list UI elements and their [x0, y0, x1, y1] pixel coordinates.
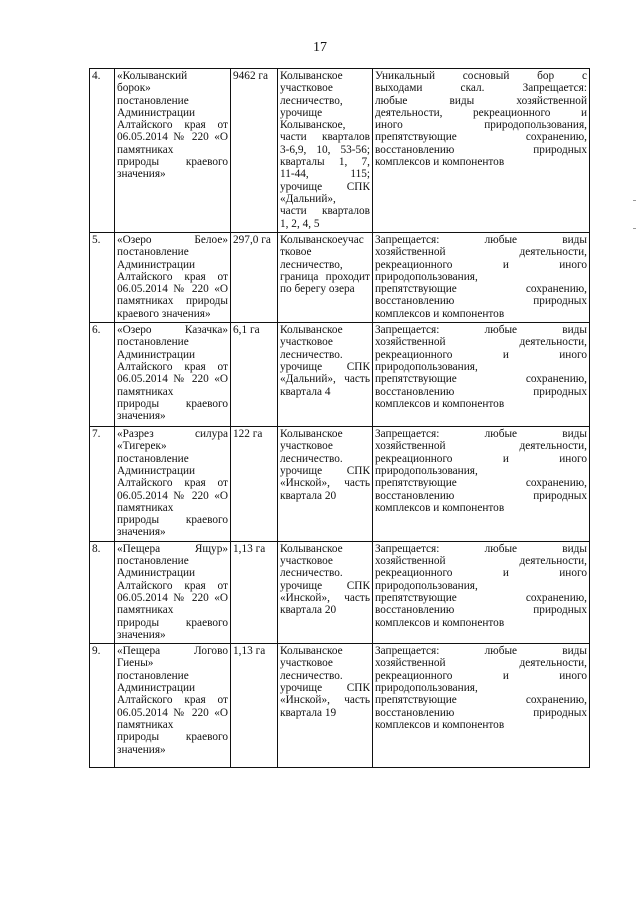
location-cell-line: Колыванское [280, 428, 343, 441]
location-cell-line: Колыванскоеучас [280, 234, 364, 246]
name-cell-line: значения» [117, 526, 166, 539]
location-cell-line: урочище СПК [280, 464, 370, 477]
regime-cell [373, 427, 590, 542]
name-cell [115, 323, 231, 427]
location-cell-line: участковое [280, 82, 333, 95]
location-cell-line: лесничество. [280, 452, 343, 465]
regime-cell-line: рекреационного и иного [375, 452, 587, 465]
location-cell-line: лесничество, [280, 258, 343, 271]
regime-cell [373, 323, 590, 427]
name-cell-line: природы краевого [117, 731, 228, 744]
location-cell-line: лесничество. [280, 348, 343, 361]
regime-cell-line: комплексов и компонентов [375, 307, 505, 320]
name-cell-line: постановление [117, 94, 189, 107]
name-cell-line: значения» [117, 743, 166, 756]
name-cell-line: 06.05.2014 № 220 «О [117, 489, 228, 502]
location-cell-line: квартала 19 [280, 706, 337, 719]
table-row [90, 541, 590, 643]
regime-cell-line: хозяйственной деятельности, [375, 440, 587, 453]
name-cell-line: «Пещера Логово [117, 645, 228, 658]
name-cell-line: памятниках [117, 385, 174, 398]
name-cell-line: 06.05.2014 № 220 «О [117, 706, 228, 719]
regime-cell-line: хозяйственной деятельности, [375, 657, 587, 670]
scan-mark [633, 228, 636, 229]
regime-cell-line: препятствующие сохранению, [375, 131, 587, 144]
location-cell-line: части кварталов [280, 205, 370, 218]
name-cell-line: Администрации [117, 258, 196, 271]
name-cell-line: «Тигерек» [117, 440, 167, 453]
name-cell-line: значения» [117, 168, 166, 181]
location-cell [278, 233, 373, 323]
row-number-cell: 7. [90, 427, 115, 542]
name-cell-line: «Пещера Ящур» [117, 542, 228, 555]
protected-areas-table [89, 68, 590, 768]
regime-cell-line: восстановлению природных [375, 706, 587, 719]
regime-cell-line: природопользования, [375, 579, 478, 592]
row-number-cell: 4. [90, 69, 115, 233]
regime-cell-line: рекреационного и иного [375, 669, 587, 682]
name-cell-line: «Разрез силура [117, 428, 228, 441]
name-cell-line: значения» [117, 628, 166, 641]
location-cell-line: квартала 4 [280, 385, 331, 398]
name-cell-line: «Озеро Казачка» [117, 324, 228, 337]
location-cell-line: Колыванское [280, 645, 343, 658]
regime-cell-line: комплексов и компонентов [375, 397, 505, 410]
regime-cell-line: Запрещается: любые виды [375, 234, 587, 246]
table-row [90, 644, 590, 768]
name-cell-line: памятниках природы [117, 295, 228, 308]
location-cell-line: урочище [280, 106, 323, 119]
name-cell-line: Алтайского края от [117, 270, 228, 283]
location-cell-line: граница проходит [280, 270, 370, 283]
location-cell-line: Колыванское, [280, 119, 346, 132]
location-cell-line: кварталы 1, 7, [280, 156, 370, 169]
name-cell-line: значения» [117, 410, 166, 423]
table-row [90, 427, 590, 542]
regime-cell-line: природопользования, [375, 270, 478, 283]
regime-cell-line: восстановлению природных [375, 604, 587, 617]
regime-cell-line: препятствующие сохранению, [375, 477, 587, 490]
row-number-cell: 5. [90, 233, 115, 323]
regime-cell-line: Запрещается: любые виды [375, 542, 587, 555]
name-cell-line: Администрации [117, 106, 196, 119]
regime-cell-line: рекреационного и иного [375, 567, 587, 580]
regime-cell-line: хозяйственной деятельности, [375, 246, 587, 259]
location-cell [278, 541, 373, 643]
location-cell-line: «Инской», часть [280, 694, 370, 707]
location-cell-line: участковое [280, 555, 333, 568]
regime-cell-line: препятствующие сохранению, [375, 694, 587, 707]
location-cell-line: 3-6,9, 10, 53-56; [280, 143, 370, 156]
location-cell-line: участковое [280, 657, 333, 670]
name-cell-line: постановление [117, 452, 189, 465]
regime-cell-line: выходами скал. Запрещается: [375, 82, 587, 95]
regime-cell-line: препятствующие сохранению, [375, 283, 587, 296]
location-cell-line: 11-44, 115; [280, 168, 370, 181]
location-cell-line: «Дальний», [280, 192, 336, 205]
name-cell-line: памятниках [117, 143, 174, 156]
name-cell [115, 233, 231, 323]
name-cell-line: 06.05.2014 № 220 «О [117, 283, 228, 296]
regime-cell [373, 233, 590, 323]
regime-cell-line: комплексов и компонентов [375, 616, 505, 629]
location-cell [278, 644, 373, 768]
regime-cell [373, 69, 590, 233]
location-cell-line: тковое [280, 246, 312, 259]
regime-cell-line: рекреационного и иного [375, 348, 587, 361]
table-row [90, 233, 590, 323]
regime-cell-line: иного природопользования, [375, 119, 587, 132]
regime-cell-line: комплексов и компонентов [375, 501, 505, 514]
regime-cell-line: восстановлению природных [375, 143, 587, 156]
regime-cell-line: препятствующие сохранению, [375, 591, 587, 604]
name-cell-line: природы краевого [117, 156, 228, 169]
area-cell: 6,1 га [231, 323, 278, 427]
regime-cell-line: Уникальный сосновый бор с [375, 70, 587, 82]
row-number-cell: 8. [90, 541, 115, 643]
regime-cell-line: хозяйственной деятельности, [375, 555, 587, 568]
area-cell: 9462 га [231, 69, 278, 233]
name-cell [115, 427, 231, 542]
scan-mark [633, 200, 636, 201]
name-cell-line: Администрации [117, 682, 196, 695]
name-cell-line: Алтайского края от [117, 579, 228, 592]
name-cell-line: постановление [117, 555, 189, 568]
regime-cell-line: препятствующие сохранению, [375, 373, 587, 386]
area-cell: 122 га [231, 427, 278, 542]
location-cell-line: Колыванское [280, 542, 343, 555]
regime-cell [373, 644, 590, 768]
location-cell-line: по берегу озера [280, 283, 355, 296]
name-cell-line: «Озеро Белое» [117, 234, 228, 246]
name-cell-line: Алтайского края от [117, 694, 228, 707]
regime-cell-line: любые виды хозяйственной [375, 94, 587, 107]
regime-cell-line: восстановлению природных [375, 385, 587, 398]
location-cell-line: урочище СПК [280, 360, 370, 373]
location-cell-line: урочище СПК [280, 579, 370, 592]
regime-cell-line: хозяйственной деятельности, [375, 336, 587, 349]
name-cell [115, 69, 231, 233]
name-cell-line: Администрации [117, 464, 196, 477]
name-cell-line: Администрации [117, 567, 196, 580]
name-cell-line: природы краевого [117, 397, 228, 410]
area-cell: 1,13 га [231, 644, 278, 768]
row-number-cell: 9. [90, 644, 115, 768]
area-cell: 1,13 га [231, 541, 278, 643]
table-row [90, 69, 590, 233]
name-cell-line: Алтайского края от [117, 360, 228, 373]
location-cell-line: Колыванское [280, 70, 343, 82]
name-cell-line: постановление [117, 669, 189, 682]
regime-cell-line: комплексов и компонентов [375, 156, 505, 169]
location-cell-line: 1, 2, 4, 5 [280, 217, 320, 230]
regime-cell-line: Запрещается: любые виды [375, 324, 587, 337]
location-cell [278, 323, 373, 427]
name-cell-line: Гиены» [117, 657, 154, 670]
name-cell-line: постановление [117, 336, 189, 349]
name-cell-line: 06.05.2014 № 220 «О [117, 131, 228, 144]
regime-cell [373, 541, 590, 643]
location-cell-line: лесничество. [280, 669, 343, 682]
name-cell [115, 644, 231, 768]
location-cell-line: квартала 20 [280, 489, 337, 502]
location-cell-line: «Инской», часть [280, 477, 370, 490]
regime-cell-line: восстановлению природных [375, 295, 587, 308]
location-cell-line: участковое [280, 336, 333, 349]
area-cell: 297,0 га [231, 233, 278, 323]
name-cell-line: краевого значения» [117, 307, 211, 320]
regime-cell-line: рекреационного и иного [375, 258, 587, 271]
location-cell-line: «Дальний», часть [280, 373, 370, 386]
name-cell-line: Алтайского края от [117, 477, 228, 490]
table-body [90, 69, 590, 768]
regime-cell-line: природопользования, [375, 360, 478, 373]
name-cell [115, 541, 231, 643]
location-cell-line: лесничество, [280, 94, 343, 107]
regime-cell-line: восстановлению природных [375, 489, 587, 502]
location-cell-line: части кварталов [280, 131, 370, 144]
name-cell-line: «Колыванский [117, 70, 188, 82]
regime-cell-line: комплексов и компонентов [375, 718, 505, 731]
location-cell [278, 69, 373, 233]
location-cell-line: урочище СПК [280, 682, 370, 695]
page-number: 17 [313, 40, 327, 55]
name-cell-line: 06.05.2014 № 220 «О [117, 591, 228, 604]
location-cell-line: урочище СПК [280, 180, 370, 193]
location-cell-line: «Инской», часть [280, 591, 370, 604]
regime-cell-line: Запрещается: любые виды [375, 428, 587, 441]
name-cell-line: борок» [117, 82, 151, 95]
name-cell-line: памятниках [117, 604, 174, 617]
name-cell-line: 06.05.2014 № 220 «О [117, 373, 228, 386]
location-cell [278, 427, 373, 542]
name-cell-line: памятниках [117, 501, 174, 514]
name-cell-line: памятниках [117, 718, 174, 731]
location-cell-line: участковое [280, 440, 333, 453]
name-cell-line: Алтайского края от [117, 119, 228, 132]
location-cell-line: лесничество. [280, 567, 343, 580]
name-cell-line: постановление [117, 246, 189, 259]
name-cell-line: природы краевого [117, 514, 228, 527]
location-cell-line: Колыванское [280, 324, 343, 337]
location-cell-line: квартала 20 [280, 604, 337, 617]
name-cell-line: природы краевого [117, 616, 228, 629]
table-row [90, 323, 590, 427]
row-number-cell: 6. [90, 323, 115, 427]
regime-cell-line: природопользования, [375, 464, 478, 477]
name-cell-line: Администрации [117, 348, 196, 361]
regime-cell-line: Запрещается: любые виды [375, 645, 587, 658]
regime-cell-line: деятельности, рекреационного и [375, 106, 587, 119]
regime-cell-line: природопользования, [375, 682, 478, 695]
